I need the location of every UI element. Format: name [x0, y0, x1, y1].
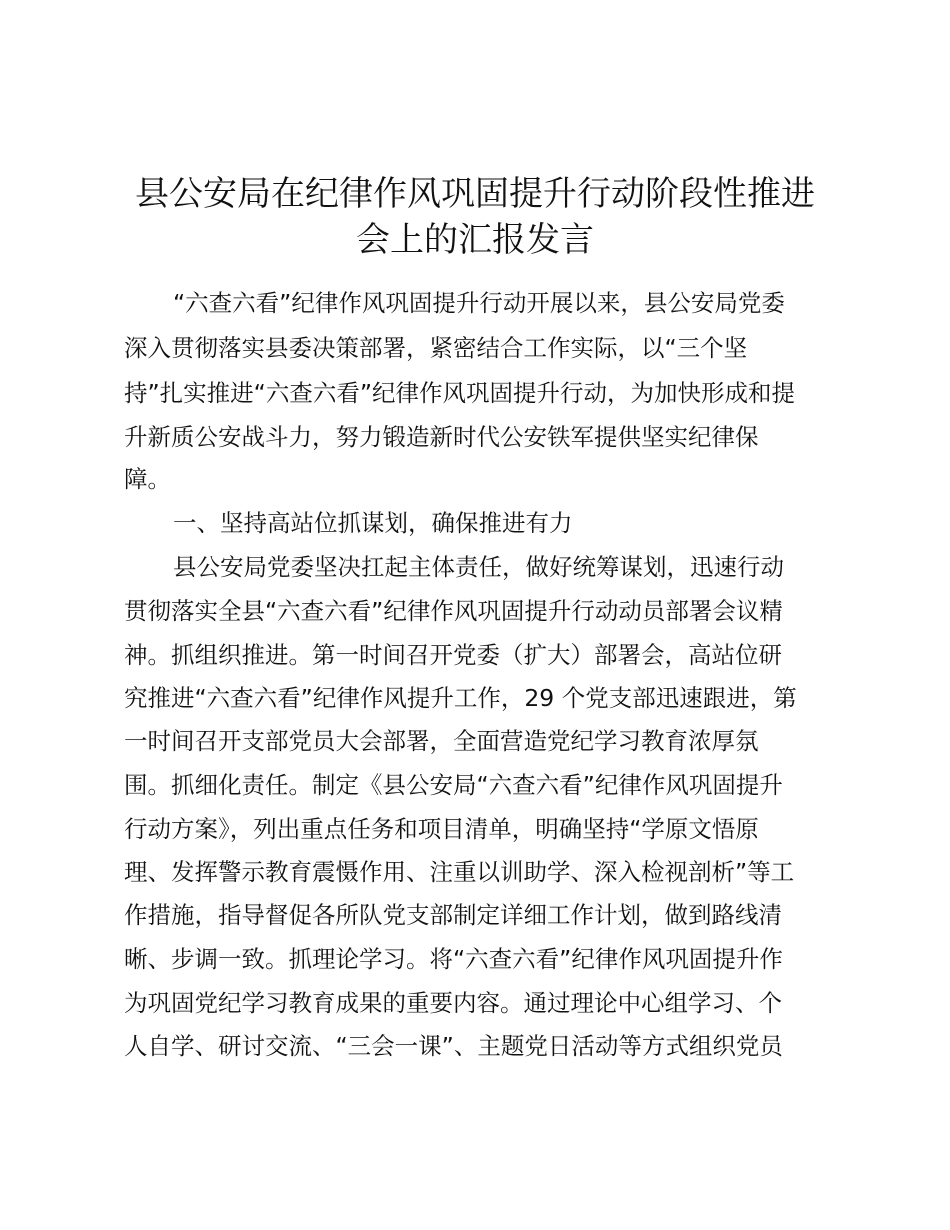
body-line-13: 理、发挥警示教育震慑作用、注重以训助学、深入检视剖析”等工	[124, 858, 795, 886]
body-line-1: “六查六看”纪律作风巩固提升行动开展以来，县公安局党委	[173, 289, 785, 317]
body-line-7: 贯彻落实全县“六查六看”纪律作风巩固提升行动动员部署会议精	[124, 597, 783, 625]
document-title-line-1: 县公安局在纪律作风巩固提升行动阶段性推进	[135, 174, 815, 214]
body-line-4: 升新质公安战斗力，努力锻造新时代公安铁军提供坚实纪律保	[124, 423, 759, 451]
body-line-11: 围。抓细化责任。制定《县公安局“六查六看”纪律作风巩固提升	[124, 771, 783, 799]
body-line-14: 作措施，指导督促各所队党支部制定详细工作计划，做到路线清	[124, 901, 782, 929]
body-line-3: 持”扎实推进“六查六看”纪律作风巩固提升行动，为加快形成和提	[124, 379, 796, 407]
body-line-5: 障。	[124, 465, 171, 493]
body-line-8: 神。抓组织推进。第一时间召开党委（扩大）部署会，高站位研	[124, 641, 782, 669]
body-line-10: 一时间召开支部党员大会部署，全面营造党纪学习教育浓厚氛	[124, 727, 759, 755]
body-line-9: 究推进“六查六看”纪律作风提升工作，29 个党支部迅速跟进，第	[124, 684, 797, 712]
body-line-6: 县公安局党委坚决扛起主体责任，做好统筹谋划，迅速行动	[173, 553, 784, 581]
section-heading-1: 一、坚持高站位抓谋划，确保推进有力	[173, 509, 573, 537]
document-title-line-2: 会上的汇报发言	[356, 220, 594, 260]
body-line-15: 晰、步调一致。抓理论学习。将“六查六看”纪律作风巩固提升作	[124, 945, 783, 973]
body-line-2: 深入贯彻落实县委决策部署，紧密结合工作实际，以“三个坚	[124, 334, 748, 362]
body-line-17: 人自学、研讨交流、“三会一课”、主题党日活动等方式组织党员	[124, 1032, 783, 1060]
body-line-16: 为巩固党纪学习教育成果的重要内容。通过理论中心组学习、个	[124, 989, 782, 1017]
body-line-12: 行动方案》，列出重点任务和项目清单，明确坚持“学原文悟原	[124, 815, 759, 843]
